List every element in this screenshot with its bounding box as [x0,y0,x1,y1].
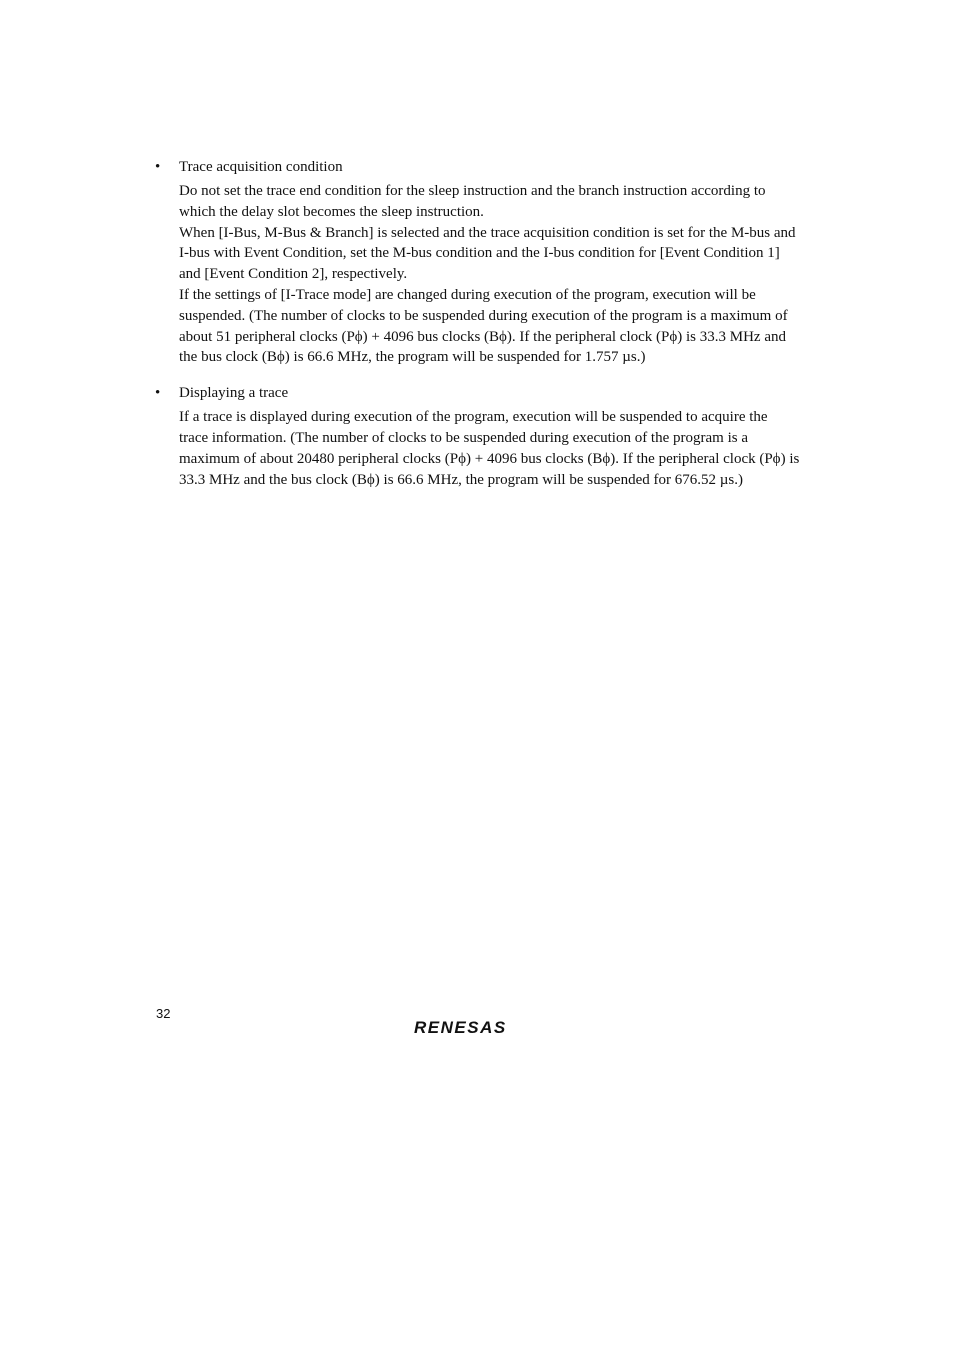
section-heading: Trace acquisition condition [179,159,343,175]
bullet-icon: • [155,385,161,402]
section-trace-acquisition-condition [155,157,800,368]
paragraph: If a trace is displayed during execution of the program, execution will be suspended to acquire the trace information. (The number of clocks to be suspended during execution of the program is a maximum of about 20480 peripheral clocks (Pϕ) + 4096 bus clocks (Bϕ). If the peripheral clock (Pϕ) is 33.3 MHz and the bus clock (Bϕ) is 66.6 MHz, the program will be suspended for 676.52 µs.) [179,409,800,488]
document-body [155,157,800,505]
bullet-icon: • [155,159,161,175]
renesas-logo [414,1017,534,1037]
paragraph: If the settings of [I-Trace mode] are changed during execution of the program, execution will be suspended. (The number of clocks to be suspended during execution of the program is a maximum of about 51 peripheral clocks (Pϕ) + 4096 bus clocks (Bϕ). If the peripheral clock (Pϕ) is 33.3 MHz and the bus clock (Bϕ) is 66.6 MHz, the program will be suspended for 1.757 µs.) [179,286,788,366]
page-number: 32 [156,1006,171,1021]
paragraph: When [I-Bus, M-Bus & Branch] is selected and the trace acquisition condition is set for the M-bus and I-bus with Event Condition, set the M-bus condition and the I-bus condition for [Event Condition 1] and [Event Condition 2], respectively. [179,224,796,283]
section-heading: Displaying a trace [179,385,289,402]
section-displaying-a-trace [155,383,800,490]
logo-text: RENESAS [414,1018,507,1037]
paragraph: Do not set the trace end condition for the sleep instruction and the branch instruction according to which the delay slot becomes the sleep instruction. [179,183,766,220]
